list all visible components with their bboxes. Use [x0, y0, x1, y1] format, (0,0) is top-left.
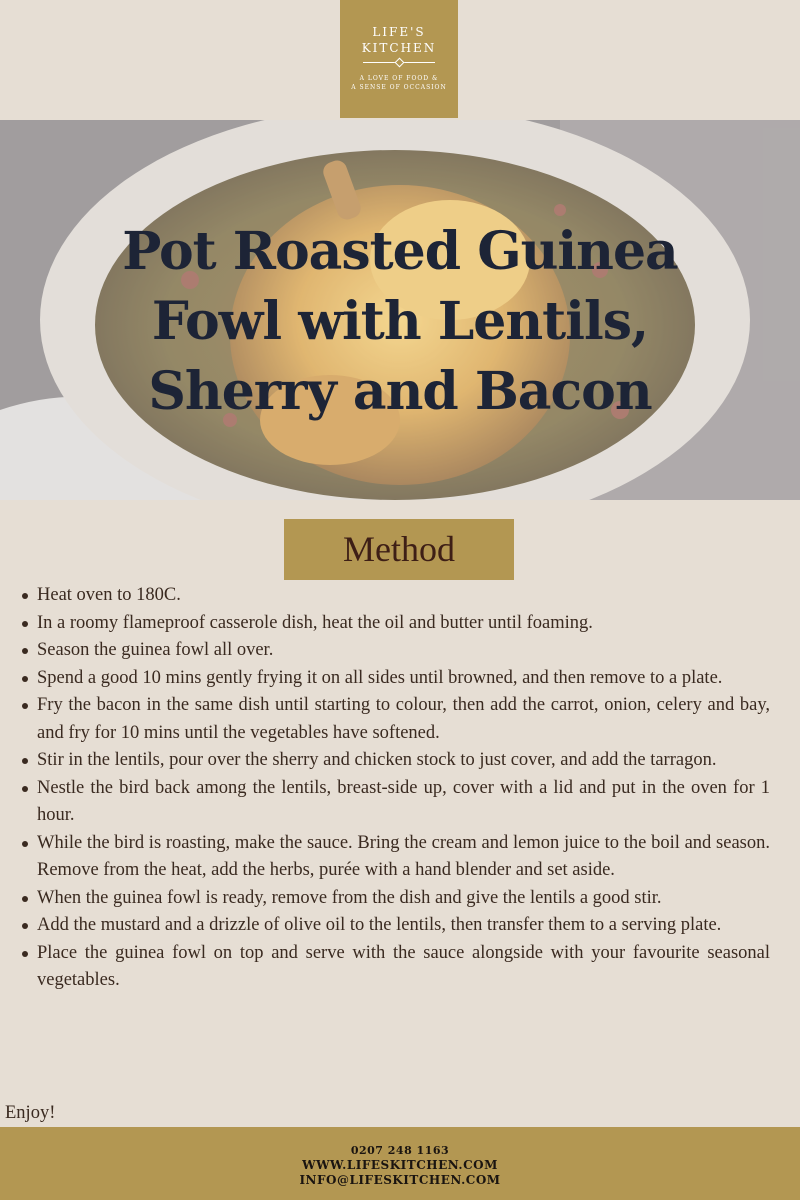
method-step: In a roomy flameproof casserole dish, heat the oil and butter until foaming.	[37, 610, 770, 638]
method-step: Place the guinea fowl on top and serve with the sauce alongside with your favourite seasonal vegetables.	[37, 940, 770, 995]
method-step: Nestle the bird back among the lentils, breast-side up, cover with a lid and put in the oven for 1 hour.	[37, 775, 770, 830]
method-step: Add the mustard and a drizzle of olive oil to the lentils, then transfer them to a serving plate.	[37, 912, 770, 940]
logo-name: LIFE'S KITCHEN	[361, 25, 437, 55]
method-step: Fry the bacon in the same dish until starting to colour, then add the carrot, onion, celery and bay, and fry for 10 mins until the vegetables have softened.	[37, 692, 770, 747]
logo-tagline: A LOVE OF FOOD & A SENSE OF OCCASION	[351, 75, 447, 91]
method-step: Stir in the lentils, pour over the sherry and chicken stock to just cover, and add the tarragon.	[37, 747, 770, 775]
method-step: Season the guinea fowl all over.	[37, 637, 770, 665]
recipe-title: Pot Roasted Guinea Fowl with Lentils, Sherry and Bacon	[122, 221, 678, 422]
footer-email-link[interactable]: INFO@LIFESKITCHEN.COM	[299, 1173, 501, 1187]
logo-divider	[363, 62, 435, 63]
footer-phone[interactable]: 0207 248 1163	[350, 1144, 450, 1157]
method-step: Spend a good 10 mins gently frying it on all sides until browned, and then remove to a plate.	[37, 665, 770, 693]
closing-text: Enjoy!	[5, 1103, 56, 1123]
contact-footer	[0, 1127, 800, 1200]
hero-banner	[0, 120, 800, 500]
method-heading: Method	[284, 519, 514, 580]
method-steps-list	[0, 582, 770, 995]
method-step: Heat oven to 180C.	[37, 582, 770, 610]
method-step: While the bird is roasting, make the sauce. Bring the cream and lemon juice to the boil and season. Remove from the heat, add the herbs, purée with a hand blender and set aside.	[37, 830, 770, 885]
brand-logo	[340, 0, 458, 118]
method-step: When the guinea fowl is ready, remove from the dish and give the lentils a good stir.	[37, 885, 770, 913]
footer-website-link[interactable]: WWW.LIFESKITCHEN.COM	[302, 1158, 498, 1172]
